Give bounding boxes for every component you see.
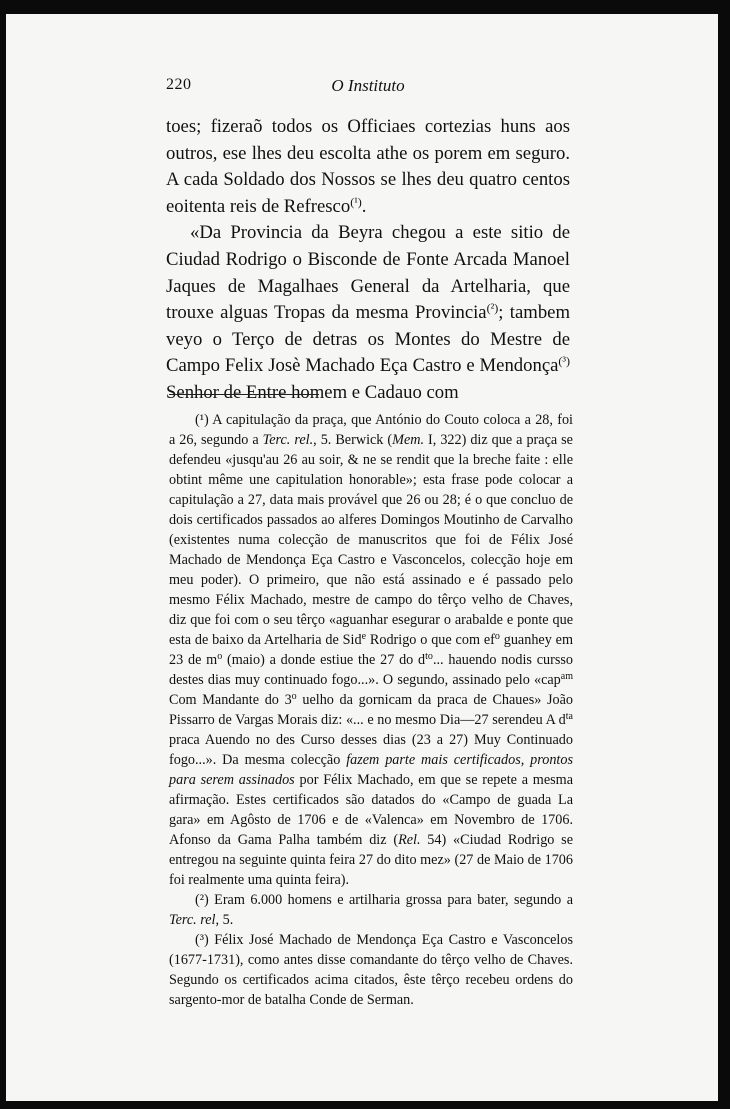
footnote-1-sup: e	[361, 631, 367, 642]
footnote-1-citation: Terc. rel.	[262, 432, 314, 448]
footnote-1	[169, 410, 573, 890]
footnote-2-text: Eram 6.000 homens e artilharia grossa para bater, segundo a	[208, 892, 573, 908]
footnote-1-text: praca Auendo no des Curso desses dias (23 a 27) Muy Continuado fogo...». Da mesma colecção	[169, 732, 573, 768]
paragraph-2-text-c: Senhor de Entre homem e Cadauo com	[166, 381, 459, 403]
footnote-1-text: A capitulação da praça, que António do Couto coloca a 28, foi a 26, segundo a	[169, 412, 573, 448]
footnote-1-text: guanhey em 23 de m	[169, 632, 573, 668]
footnote-2-text: , 5.	[215, 912, 234, 928]
paragraph-2-text-a: «Da Provincia da Beyra chegou a este sitio de Ciudad Rodrigo o Bisconde de Fonte Arcada Manoel Jaques de Magalhaes General da Artelharia, que trouxe alguas Tropas da mesma Provincia	[166, 222, 570, 324]
footnote-1-text: Rodrigo o que com ef	[366, 632, 495, 648]
footnote-1-marker: (¹)	[195, 412, 209, 428]
footnote-1-text: ... hauendo nodis cursso destes dias muy continuado fogo...». O segundo, assinado pelo «cap	[169, 652, 573, 688]
footnote-1-sup: to	[425, 651, 433, 662]
footnote-1-sup: o	[494, 631, 500, 642]
paragraph-1	[166, 114, 570, 220]
footnote-2	[169, 890, 573, 930]
footnote-3-marker: (³)	[195, 932, 209, 948]
paragraph-2-text-b: ; tambem veyo o Terço de detras os Montes do Mestre de Campo Felix Josè Machado Eça Castro e Mendonça	[166, 302, 570, 377]
footnote-ref-2: (²)	[486, 301, 499, 316]
footnote-1-text: por Félix Machado, em que se repete a mesma afirmação. Estes certificados são datados do «Campo de guada La gara» em Agôsto de 1706 e de «Valenca» em Novembro de 1706. Afonso da Gama Palha também diz (	[169, 772, 573, 848]
running-title: O Instituto	[331, 76, 405, 95]
footnote-1-sup: ta	[565, 711, 573, 722]
footnote-1-sup: am	[560, 671, 573, 682]
footnote-3	[169, 930, 573, 1010]
page-number: 220	[166, 76, 192, 93]
footnote-2-marker: (²)	[195, 892, 209, 908]
footnote-ref-1: (¹)	[350, 194, 362, 209]
footnote-2-citation: Terc. rel	[169, 912, 216, 928]
footnote-divider	[169, 394, 319, 395]
footnotes	[169, 410, 573, 1010]
footnote-1-text: uelho da gornicam da praca de Chaues» João Pissarro de Vargas Morais diz: «... e no mesmo Dia—27 serendeu A d	[169, 692, 573, 728]
footnote-1-italic: fazem parte mais certificados, prontos para serem assinados	[169, 752, 573, 788]
paragraph-1-end: .	[361, 195, 367, 217]
footnote-1-text: 54) «Ciudad Rodrigo se entregou na seguinte quinta feira 27 do dito mez» (27 de Maio de 1706 foi realmente uma quinta feira).	[169, 832, 573, 888]
footnote-1-text: (maio) a donde estiue the 27 do d	[222, 652, 426, 668]
footnote-1-text: Com Mandante do 3	[169, 692, 292, 708]
main-text	[166, 114, 570, 407]
footnote-1-citation: Mem.	[392, 432, 425, 448]
footnote-1-text: I, 322) diz que a praça se defendeu «jusqu'au 26 au soir, & ne se rendit que la breche faite : elle obtint même une capitulation honorable»; esta frase pode colocar a capitulação a 27, data mais provável que 26 ou 28; é o que concluo de dois certificados passados ao alferes Domingos Moutinho de Carvalho (existentes numa colecção de manuscritos que foi de Félix José Machado de Mendonça Eça Castro e Vasconcelos, colecção hoje em meu poder). O primeiro, que não está assinado e é passado pelo mesmo Félix Machado, mestre de campo do têrço velho de Chaves, diz que foi com o seu têrço «aguanhar esegurar o arabalde e ponte que esta de baixo da Artelharia de Sid	[169, 432, 573, 648]
footnote-1-sup: o	[217, 651, 223, 662]
footnote-1-text: , 5. Berwick (	[313, 432, 393, 448]
footnote-1-sup: o	[291, 691, 297, 702]
footnote-1-citation: Rel.	[398, 832, 421, 848]
footnote-3-text: Félix José Machado de Mendonça Eça Castro e Vasconcelos (1677-1731), como antes disse comandante do têrço velho de Chaves. Segundo os certificados acima citados, êste têrço recebeu ordens do sargento-mor de batalha Conde de Serman.	[169, 932, 573, 1008]
paragraph-2	[166, 220, 570, 406]
page-header	[166, 76, 570, 100]
footnote-ref-3: (³)	[558, 354, 570, 369]
paragraph-1-text: toes; fizeraõ todos os Officiaes cortezias huns aos outros, ese lhes deu escolta athe os porem em seguro. A cada Soldado dos Nossos se lhes deu quatro centos eoitenta reis de Refresco	[166, 116, 570, 217]
